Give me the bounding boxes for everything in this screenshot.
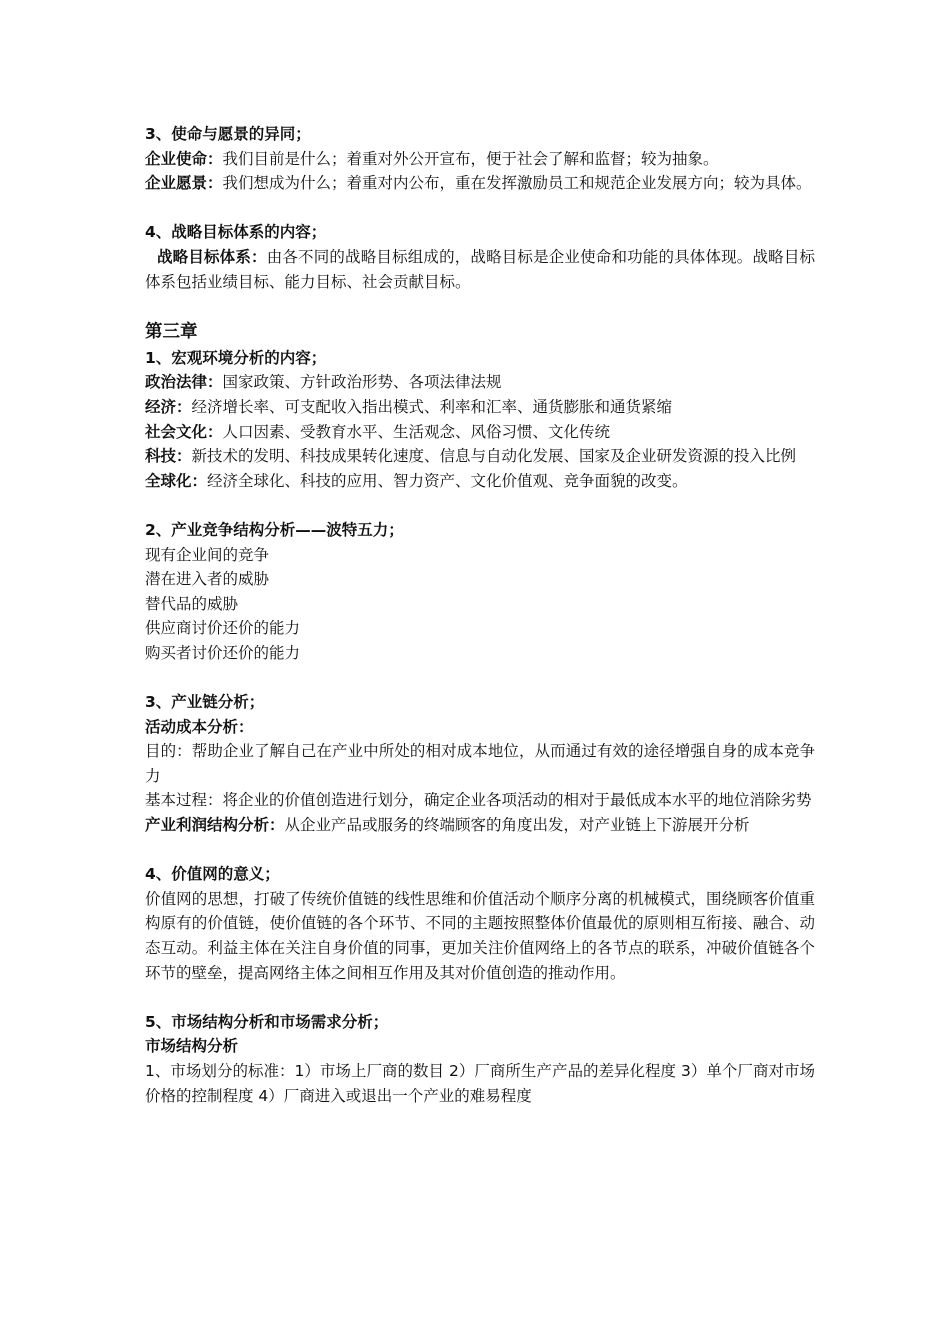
spacer — [145, 985, 815, 1010]
section-heading: 1、宏观环境分析的内容； — [145, 348, 327, 367]
term-label: 社会文化： — [145, 422, 223, 441]
strategic-goals-paragraph — [145, 245, 815, 294]
macro-item — [145, 395, 815, 420]
term-text: 我们目前是什么；着重对外公开宣布，便于社会了解和监督；较为抽象。 — [222, 149, 719, 168]
spacer — [145, 493, 815, 518]
section-strategic-goals — [145, 220, 815, 294]
term-text: 从企业产品或服务的终端顾客的角度出发，对产业链上下游展开分析 — [284, 816, 750, 835]
term-label: 全球化： — [145, 471, 208, 490]
macro-item — [145, 370, 815, 395]
term-label: 企业使命： — [145, 149, 223, 168]
document-page — [145, 122, 815, 1108]
sub-heading: 活动成本分析： — [145, 717, 254, 736]
term-text: 我们想成为什么；着重对内公布，重在发挥激励员工和规范企业发展方向；较为具体。 — [222, 174, 812, 193]
macro-item — [145, 444, 815, 469]
market-criteria-paragraph: 1、市场划分的标准：1）市场上厂商的数目 2）厂商所生产产品的差异化程度 3）单个厂商对市场价格的控制程度 4）厂商进入或退出一个产业的难易程度 — [145, 1061, 815, 1105]
vision-paragraph — [145, 171, 815, 196]
macro-item — [145, 420, 815, 445]
list-item: 替代品的威胁 — [145, 594, 239, 613]
term-label: 经济： — [145, 397, 192, 416]
term-text: 国家政策、方针政治形势、各项法律法规 — [222, 373, 502, 392]
macro-item — [145, 469, 815, 494]
list-item: 供应商讨价还价的能力 — [145, 619, 301, 638]
section-heading: 2、产业竞争结构分析——波特五力； — [145, 520, 404, 539]
section-heading: 4、价值网的意义； — [145, 865, 280, 884]
term-text: 由各不同的战略目标组成的，战略目标是企业使命和功能的具体体现。战略目标体系包括业绩目标、能力目标、社会贡献目标。 — [145, 247, 815, 291]
profit-structure-paragraph — [145, 813, 815, 838]
value-network-paragraph: 价值网的思想，打破了传统价值链的线性思维和价值活动个顺序分离的机械模式，围绕顾客价值重构原有的价值链，使价值链的各个环节、不同的主题按照整体价值最优的原则相互衔接、融合、动态互动。利益主体在关注自身价值的同事，更加关注价值网络上的各节点的联系，冲破价值链各个环节的壁垒，提高网络主体之间相互作用及其对价值创造的推动作用。 — [145, 889, 815, 982]
term-label: 政治法律： — [145, 373, 223, 392]
term-label: 战略目标体系： — [157, 247, 267, 266]
purpose-paragraph: 目的：帮助企业了解自己在产业中所处的相对成本地位，从而通过有效的途径增强自身的成本竞争力 — [145, 742, 815, 785]
mission-paragraph — [145, 147, 815, 172]
section-market-structure — [145, 1010, 815, 1108]
section-macro-environment — [145, 346, 815, 494]
section-industry-chain — [145, 690, 815, 838]
spacer — [145, 294, 815, 319]
sub-heading: 市场结构分析 — [145, 1037, 239, 1056]
section-heading: 3、使命与愿景的异同； — [145, 125, 311, 143]
section-heading: 3、产业链分析； — [145, 693, 265, 712]
term-text: 经济增长率、可支配收入指出模式、利率和汇率、通货膨胀和通货紧缩 — [191, 397, 673, 416]
list-item: 购买者讨价还价的能力 — [145, 643, 301, 662]
section-five-forces — [145, 518, 815, 666]
section-mission-vision — [145, 122, 815, 196]
process-paragraph: 基本过程：将企业的价值创造进行划分，确定企业各项活动的相对于最低成本水平的地位消除劣势 — [145, 791, 812, 810]
term-text: 新技术的发明、科技成果转化速度、信息与自动化发展、国家及企业研发资源的投入比例 — [191, 447, 797, 466]
section-heading: 4、战略目标体系的内容； — [145, 223, 327, 242]
list-item: 现有企业间的竞争 — [145, 545, 270, 564]
section-value-network — [145, 862, 815, 985]
list-item: 潜在进入者的威胁 — [145, 570, 270, 589]
section-heading: 5、市场结构分析和市场需求分析； — [145, 1012, 389, 1031]
chapter-title: 第三章 — [145, 321, 198, 342]
term-label: 科技： — [145, 447, 192, 466]
term-text: 人口因素、受教育水平、生活观念、风俗习惯、文化传统 — [222, 422, 611, 441]
term-label: 产业利润结构分析： — [145, 816, 285, 835]
spacer — [145, 665, 815, 690]
term-label: 企业愿景： — [145, 174, 223, 193]
spacer — [145, 838, 815, 863]
term-text: 经济全球化、科技的应用、智力资产、文化价值观、竞争面貌的改变。 — [207, 471, 688, 490]
spacer — [145, 196, 815, 221]
